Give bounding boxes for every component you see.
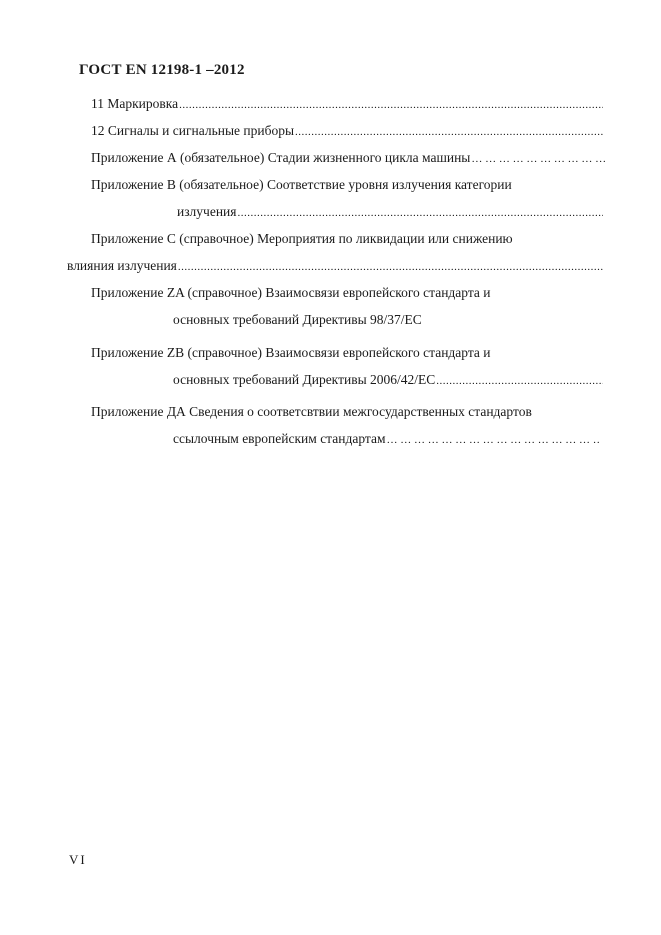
dot-leader	[237, 203, 603, 222]
toc-entry-annex-zb-line2[interactable]	[173, 370, 603, 390]
toc-entry-text: Приложение В (обязательное) Соответствие уровня излучения категории	[91, 177, 512, 192]
toc-entry-text: основных требований Директивы 98/37/ЕС	[173, 312, 422, 327]
toc-entry-text: Приложение ДА Сведения о соответсвтвии межгосударственных стандартов	[91, 404, 532, 419]
toc-entry-text: Приложение ZB (справочное) Взаимосвязи европейского стандарта и	[91, 345, 491, 360]
toc-entry-annex-za-line2[interactable]	[173, 310, 603, 330]
toc-entry-text: 12 Сигналы и сигнальные приборы	[91, 123, 295, 138]
toc-entry-11-marking[interactable]	[91, 94, 603, 114]
toc-entry-text: Приложение С (справочное) Мероприятия по ликвидации или снижению	[91, 231, 513, 246]
dot-leader	[471, 149, 609, 168]
toc-entry-annex-c-line1[interactable]	[91, 229, 603, 249]
page-number: VI	[69, 852, 87, 867]
toc-entry-annex-a[interactable]	[91, 148, 609, 168]
dot-leader	[387, 430, 600, 449]
toc-entry-text: ссылочным европейским стандартам	[173, 431, 386, 446]
dot-leader	[179, 95, 603, 114]
toc-entry-annex-c-line2[interactable]	[67, 256, 603, 276]
dot-leader	[178, 257, 603, 276]
toc-entry-text: Приложение ZA (справочное) Взаимосвязи европейского стандарта и	[91, 285, 491, 300]
toc-entry-text: влияния излучения	[67, 258, 177, 273]
toc-entry-12-signals[interactable]	[91, 121, 603, 141]
toc-entry-text: излучения	[177, 204, 237, 219]
toc-entry-annex-da-line2[interactable]	[173, 429, 599, 449]
toc-entry-text: основных требований Директивы 2006/42/ЕС	[173, 372, 436, 387]
toc-entry-annex-da-line1[interactable]	[91, 402, 603, 422]
toc-entry-annex-b-line1[interactable]	[91, 175, 603, 195]
toc-entry-annex-zb-line1[interactable]	[91, 343, 603, 363]
toc-entry-annex-za-line1[interactable]	[91, 283, 603, 303]
dot-leader	[295, 122, 603, 141]
toc-entry-annex-b-line2[interactable]	[177, 202, 603, 222]
toc-entry-text: 11 Маркировка	[91, 96, 179, 111]
dot-leader	[436, 371, 603, 390]
document-header: ГОСТ EN 12198-1 –2012	[79, 62, 245, 78]
toc-entry-text: Приложение А (обязательное) Стадии жизненного цикла машины	[91, 150, 471, 165]
